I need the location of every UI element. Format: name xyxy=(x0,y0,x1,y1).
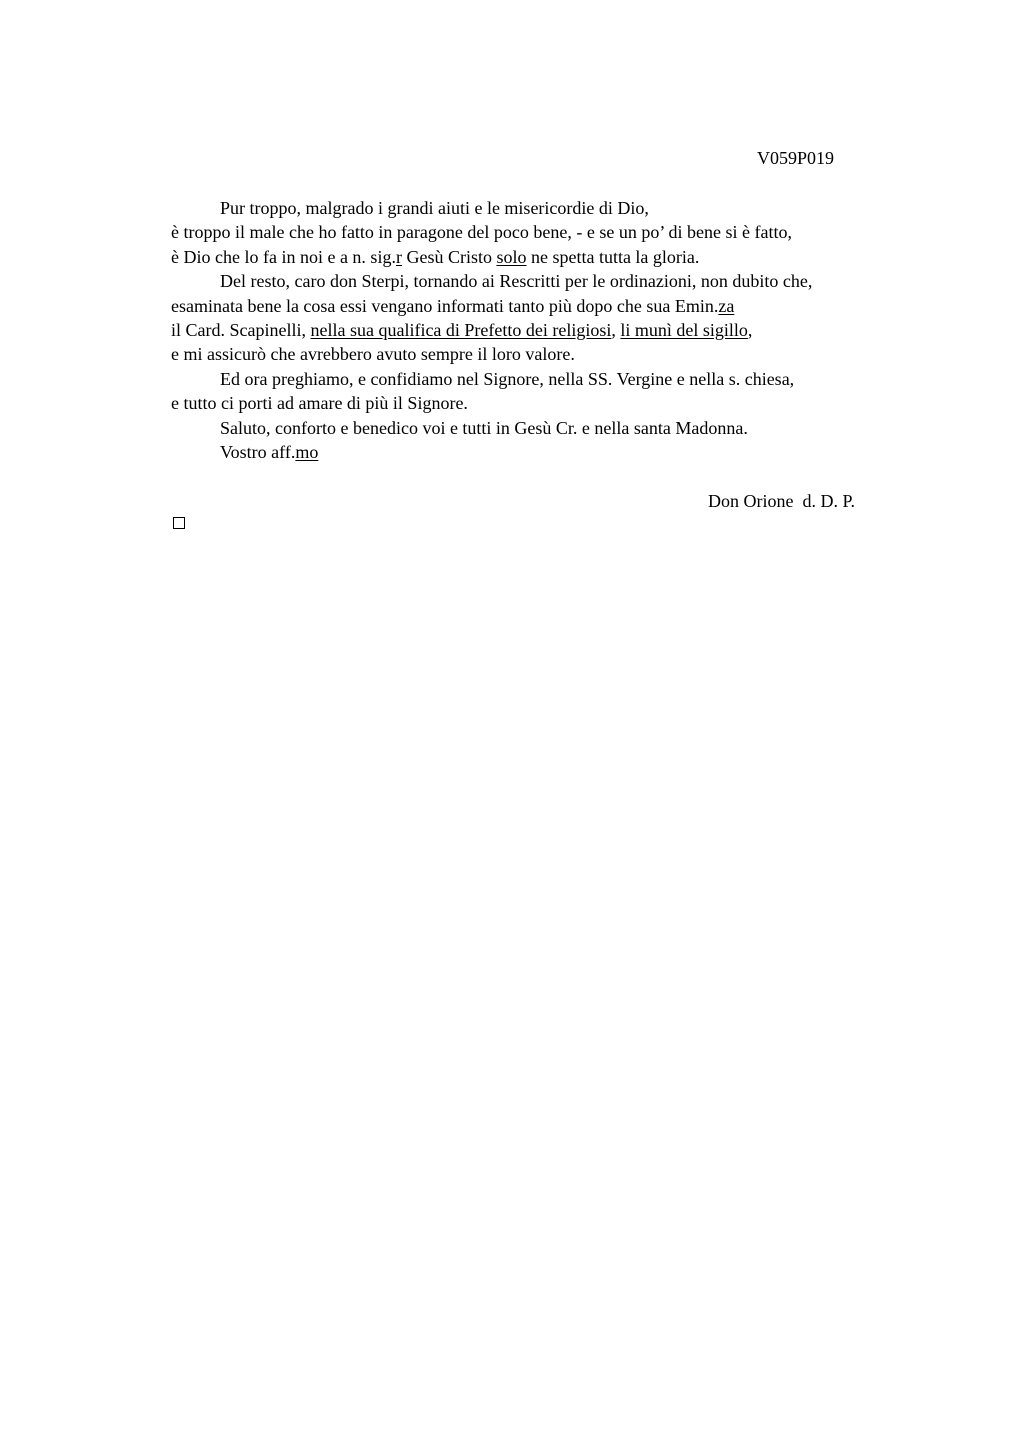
line-text: esaminata bene la cosa essi vengano informati tanto più dopo che sua Emin. xyxy=(171,295,719,316)
letter-line xyxy=(171,416,951,440)
underlined-text: solo xyxy=(496,246,527,267)
letter-line xyxy=(171,440,951,464)
underlined-text: za xyxy=(718,295,735,316)
letter-line xyxy=(171,294,951,318)
line-text: è Dio che lo fa in noi e a n. sig. xyxy=(171,246,396,267)
line-text: e mi assicurò che avrebbero avuto sempre il loro valore. xyxy=(171,344,575,365)
line-text: il Card. Scapinelli, xyxy=(171,319,311,340)
line-text: Gesù Cristo xyxy=(401,246,497,267)
underlined-text: mo xyxy=(295,441,319,462)
underlined-text: li munì del sigillo xyxy=(620,319,748,340)
line-text: Pur troppo, malgrado i grandi aiuti e le misericordie di Dio, xyxy=(220,198,649,218)
line-text: è troppo il male che ho fatto in paragone del poco bene, - e se un po’ di bene si è fatto, xyxy=(171,222,792,243)
signature: Don Orione d. D. P. xyxy=(708,491,855,511)
letter-line xyxy=(171,245,951,269)
letter-line xyxy=(171,220,951,244)
letter-line xyxy=(171,367,951,391)
letter-line xyxy=(171,391,951,415)
line-text: Vostro aff. xyxy=(220,441,296,462)
letter-line xyxy=(171,269,951,293)
line-text: Ed ora preghiamo, e confidiamo nel Signore, nella SS. Vergine e nella s. chiesa, xyxy=(220,368,795,389)
line-text: , xyxy=(747,319,753,340)
checkbox-square-icon xyxy=(173,517,185,529)
line-text: Saluto, conforto e benedico voi e tutti in Gesù Cr. e nella santa Madonna. xyxy=(220,417,748,438)
line-text: e tutto ci porti ad amare di più il Signore. xyxy=(171,393,468,414)
line-text: , xyxy=(611,319,621,340)
letter-line xyxy=(171,196,951,220)
letter-line xyxy=(171,342,951,366)
underlined-text: nella sua qualifica di Prefetto dei religiosi xyxy=(310,319,612,340)
letter-line xyxy=(171,318,951,342)
line-text: ne spetta tutta la gloria. xyxy=(526,246,700,267)
letter-body xyxy=(171,196,951,464)
line-text: Del resto, caro don Sterpi, tornando ai Rescritti per le ordinazioni, non dubito che, xyxy=(220,271,813,292)
underlined-text: r xyxy=(395,246,402,267)
document-reference-code: V059P019 xyxy=(757,148,835,168)
